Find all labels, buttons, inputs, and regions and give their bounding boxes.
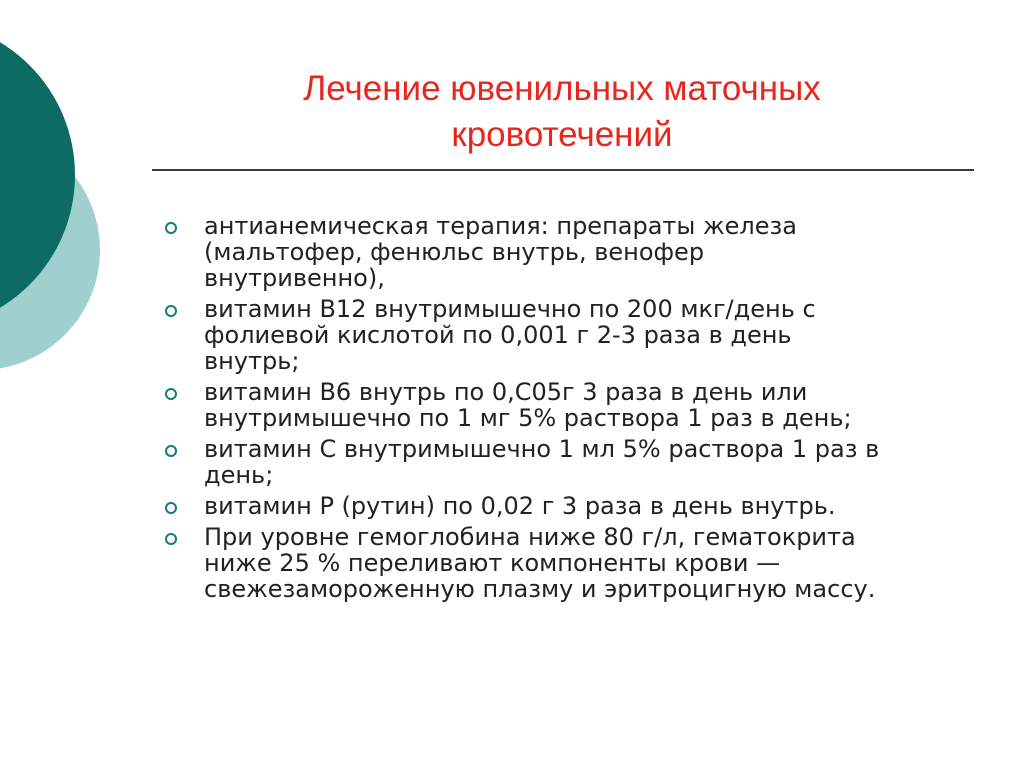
list-item-text: При уровне гемоглобина ниже 80 г/л, гематокрита ниже 25 % переливают компоненты крови — свежезамороженную плазму и эритроцигную массу.	[204, 523, 876, 603]
slide-title-line-2: кровотечений	[451, 115, 673, 154]
list-item	[160, 493, 975, 519]
list-item-text: витамин С внутримышечно 1 мл 5% раствора 1 раз в день;	[204, 435, 880, 489]
list-item	[160, 436, 975, 488]
list-item-text: витамин В6 внутрь по 0,С05г 3 раза в день или внутримышечно по 1 мг 5% раствора 1 раз в день;	[204, 378, 852, 432]
circle-bullet-icon	[165, 388, 177, 400]
list-item	[160, 213, 975, 291]
list-item-text: антианемическая терапия: препараты железа (мальтофер, фенюльс внутрь, венофер внутривенно),	[204, 212, 797, 292]
decorative-circles	[0, 0, 110, 410]
list-item	[160, 524, 975, 602]
slide-title	[150, 66, 974, 158]
list-item-text: витамин В12 внутримышечно по 200 мкг/день с фолиевой кислотой по 0,001 г 2-3 раза в день внутрь;	[204, 295, 816, 375]
list-item	[160, 296, 975, 374]
circle-bullet-icon	[165, 305, 177, 317]
circle-bullet-icon	[165, 533, 177, 545]
list-item	[160, 379, 975, 431]
treatment-list	[160, 213, 975, 607]
title-divider	[152, 169, 974, 171]
circle-bullet-icon	[165, 445, 177, 457]
slide-title-line-1: Лечение ювенильных маточных	[303, 69, 821, 108]
circle-bullet-icon	[165, 502, 177, 514]
circle-bullet-icon	[165, 222, 177, 234]
list-item-text: витамин Р (рутин) по 0,02 г 3 раза в день внутрь.	[204, 492, 836, 520]
